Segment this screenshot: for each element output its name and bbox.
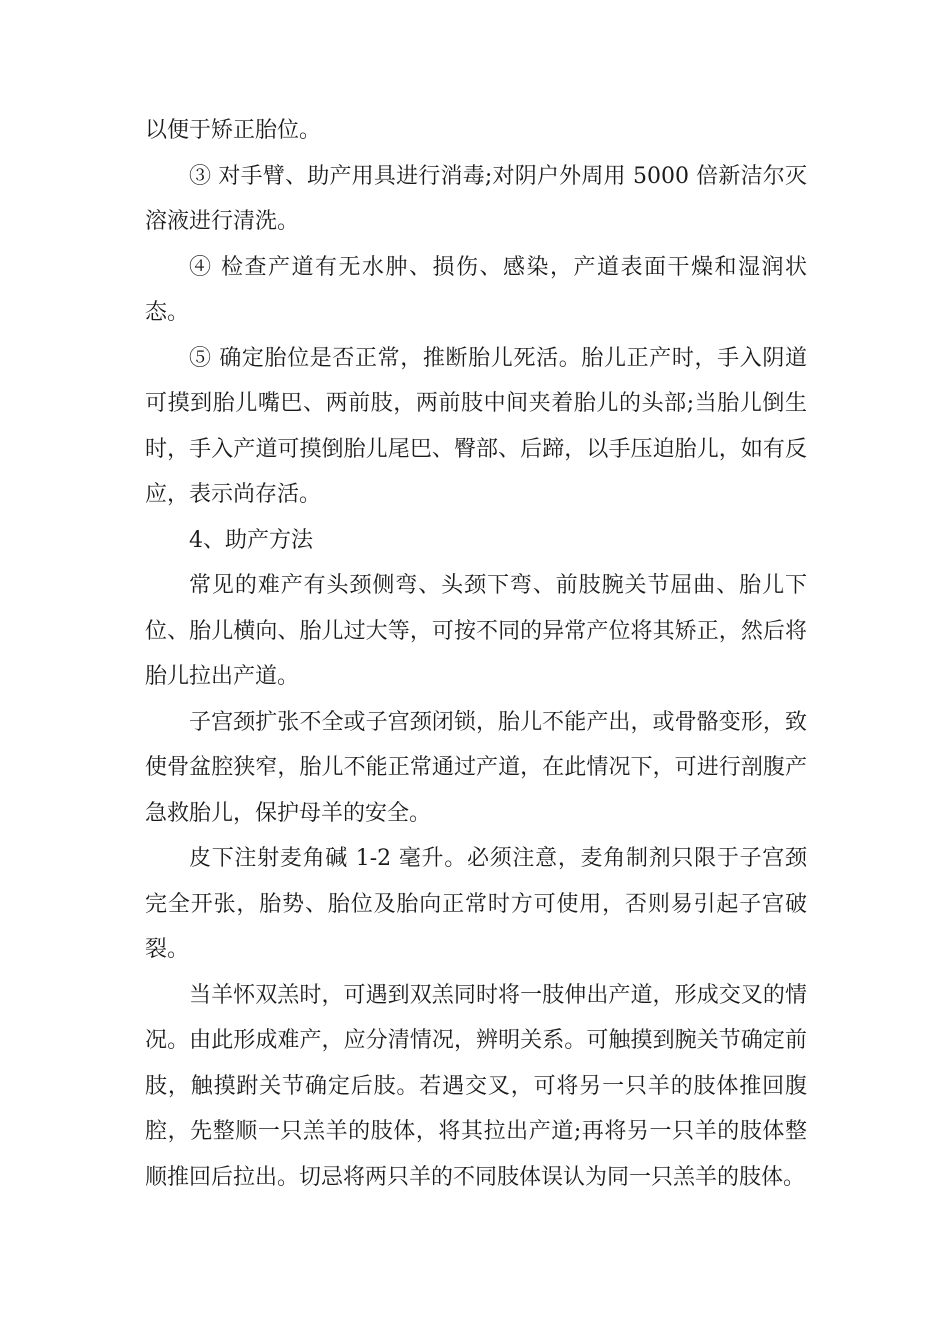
paragraph-5: 常见的难产有头颈侧弯、头颈下弯、前肢腕关节屈曲、胎儿下位、胎儿横向、胎儿过大等，可按不同的异常产位将其矫正，然后将胎儿拉出产道。 (145, 573, 807, 689)
paragraph-3: ④ 检查产道有无水肿、损伤、感染，产道表面干燥和湿润状态。 (145, 254, 807, 325)
paragraph-2: ③ 对手臂、助产用具进行消毒;对阴户外周用 5000 倍新洁尔灭溶液进行清洗。 (145, 163, 807, 234)
paragraph-7: 皮下注射麦角碱 1-2 毫升。必须注意，麦角制剂只限于子宫颈完全开张，胎势、胎位及胎向正常时方可使用，否则易引起子宫破裂。 (145, 846, 807, 962)
paragraph-4: ⑤ 确定胎位是否正常，推断胎儿死活。胎儿正产时，手入阴道可摸到胎儿嘴巴、两前肢，两前肢中间夹着胎儿的头部;当胎儿倒生时，手入产道可摸倒胎儿尾巴、臀部、后蹄，以手压迫胎儿，如有反应，表示尚存活。 (145, 345, 807, 507)
document-body (145, 108, 807, 1200)
paragraph-8: 当羊怀双羔时，可遇到双羔同时将一肢伸出产道，形成交叉的情况。由此形成难产，应分清情况，辨明关系。可触摸到腕关节确定前肢，触摸跗关节确定后肢。若遇交叉，可将另一只羊的肢体推回腹腔，先整顺一只羔羊的肢体，将其拉出产道;再将另一只羊的肢体整顺推回后拉出。切忌将两只羊的不同肢体误认为同一只羔羊的肢体。 (145, 982, 807, 1190)
paragraph-1: 以便于矫正胎位。 (145, 118, 322, 143)
paragraph-6: 子宫颈扩张不全或子宫颈闭锁，胎儿不能产出，或骨骼变形，致使骨盆腔狭窄，胎儿不能正常通过产道，在此情况下，可进行剖腹产急救胎儿，保护母羊的安全。 (145, 709, 807, 826)
section-heading: 4、助产方法 (189, 527, 313, 553)
